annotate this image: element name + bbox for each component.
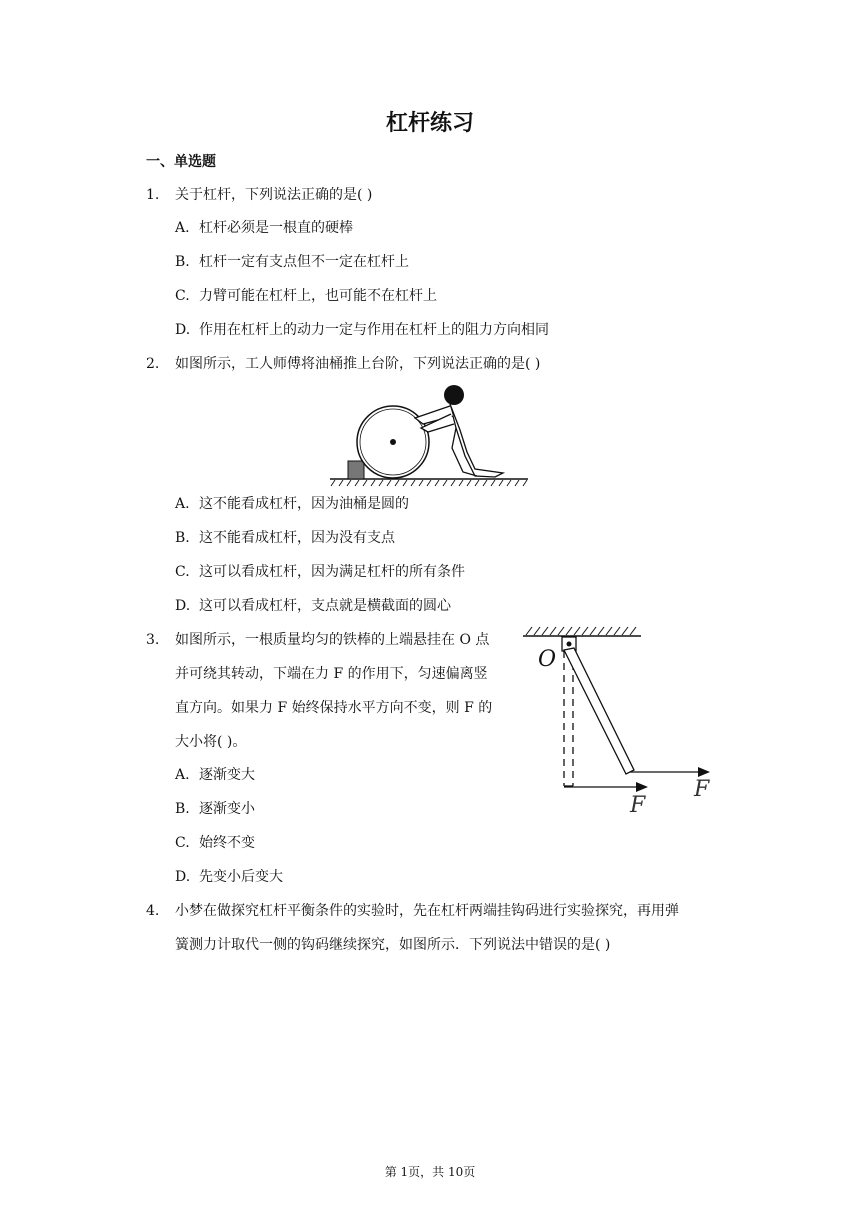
option-d: [175, 596, 451, 616]
page-footer: 第 1页，共 10页: [384, 1165, 476, 1179]
question-number: 2.: [146, 356, 160, 372]
option-label: B.: [175, 801, 190, 817]
option-c: [175, 833, 255, 853]
option-label: D.: [175, 598, 191, 614]
option-text: 逐渐变大: [199, 767, 255, 783]
option-label: A.: [175, 496, 190, 512]
question-text: 关于杠杆，下列说法正确的是( ): [175, 187, 373, 203]
option-label: B.: [175, 254, 190, 270]
option-text: 先变小后变大: [199, 869, 283, 885]
option-text: 杠杆必须是一根直的硬棒: [199, 220, 353, 236]
question-text: 大小将( )。: [175, 734, 247, 750]
option-b: [175, 528, 395, 548]
question-number: 3.: [146, 632, 160, 648]
question-text: 如图所示，工人师傅将油桶推上台阶，下列说法正确的是( ): [175, 356, 541, 372]
option-a: [175, 765, 255, 785]
option-a: [175, 494, 409, 514]
option-text: 杠杆一定有支点但不一定在杠杆上: [199, 254, 409, 270]
question-number: 4.: [146, 903, 160, 919]
option-d: [175, 320, 549, 340]
option-label: D.: [175, 869, 191, 885]
question-number: 1.: [146, 187, 160, 203]
oil-barrel-figure: [325, 380, 535, 488]
option-text: 这不能看成杠杆，因为没有支点: [199, 530, 395, 546]
section-heading: 一、单选题: [146, 154, 216, 170]
question-text: 并可绕其转动，下端在力 F 的作用下，匀速偏离竖: [175, 666, 488, 682]
pivot-label: O: [538, 647, 557, 672]
force-label: F: [630, 793, 646, 818]
option-label: C.: [175, 835, 190, 851]
option-label: C.: [175, 564, 190, 580]
option-text: 这可以看成杠杆，支点就是横截面的圆心: [199, 598, 451, 614]
option-text: 作用在杠杆上的动力一定与作用在杠杆上的阻力方向相同: [199, 322, 549, 338]
option-text: 这不能看成杠杆，因为油桶是圆的: [199, 496, 409, 512]
option-c: [175, 286, 437, 306]
question-text: 如图所示，一根质量均匀的铁棒的上端悬挂在 O 点: [175, 632, 490, 648]
option-text: 力臂可能在杠杆上，也可能不在杠杆上: [199, 288, 437, 304]
option-b: [175, 252, 409, 272]
force-label: F: [694, 777, 710, 802]
option-label: D.: [175, 322, 191, 338]
question-text: 直方向。如果力 F 始终保持水平方向不变，则 F 的: [175, 700, 493, 716]
option-text: 这可以看成杠杆，因为满足杠杆的所有条件: [199, 564, 465, 580]
option-b: [175, 799, 255, 819]
option-text: 始终不变: [199, 835, 255, 851]
question-text: 小梦在做探究杠杆平衡条件的实验时，先在杠杆两端挂钩码进行实验探究，再用弹: [175, 903, 679, 919]
option-label: A.: [175, 767, 190, 783]
option-label: A.: [175, 220, 190, 236]
option-label: C.: [175, 288, 190, 304]
option-a: [175, 218, 353, 238]
page-title: 杠杆练习: [385, 111, 474, 136]
option-text: 逐渐变小: [199, 801, 255, 817]
option-d: [175, 867, 283, 887]
iron-rod-figure: [518, 622, 723, 820]
option-c: [175, 562, 465, 582]
question-text: 簧测力计取代一侧的钩码继续探究，如图所示．下列说法中错误的是( ): [175, 937, 611, 953]
option-label: B.: [175, 530, 190, 546]
